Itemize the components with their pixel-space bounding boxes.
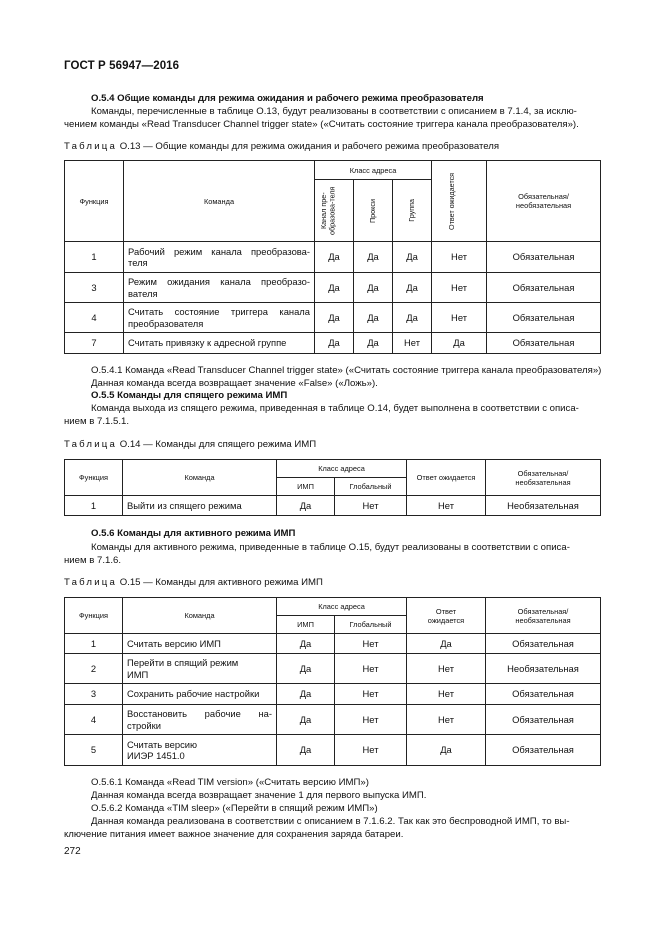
table-row bbox=[65, 634, 601, 654]
cell-mandatory: Обязательная bbox=[487, 273, 601, 303]
table-o13 bbox=[64, 160, 601, 354]
paragraph: Команда выхода из спящего режима, приведенная в таблице О.14, будет выполнена в соответствии с описа- bbox=[91, 403, 579, 414]
cell-proxy: Да bbox=[354, 303, 393, 333]
cell-response: Да bbox=[432, 333, 487, 354]
cell-imp: Да bbox=[277, 735, 335, 766]
header-response: Ответ ожидается bbox=[407, 460, 486, 496]
header-transducer-channel-text: Канал пре-образова-теля bbox=[319, 186, 337, 235]
cell-mandatory: Обязательная bbox=[486, 634, 601, 654]
cell-group: Да bbox=[393, 242, 432, 273]
header-mandatory: Обязательная/ необязательная bbox=[486, 460, 601, 496]
cell-group: Да bbox=[393, 303, 432, 333]
header-command: Команда bbox=[123, 460, 277, 496]
cell-transducer-channel: Да bbox=[315, 333, 354, 354]
table-row bbox=[65, 273, 601, 303]
cell-response: Нет bbox=[432, 242, 487, 273]
cell-function: 5 bbox=[65, 735, 123, 766]
paragraph: нием в 7.1.5.1. bbox=[64, 416, 130, 427]
header-group-text: Группа bbox=[406, 199, 416, 222]
table-caption-o15 bbox=[64, 577, 323, 588]
table-caption-text: О.13 — Общие команды для режима ожидания и рабочего режима преобразователя bbox=[119, 141, 500, 152]
cell-imp: Да bbox=[277, 705, 335, 735]
cell-command: Рабочий режим канала преобразова-теля bbox=[124, 242, 315, 273]
cell-proxy: Да bbox=[354, 273, 393, 303]
cell-proxy: Да bbox=[354, 333, 393, 354]
cell-mandatory: Обязательная bbox=[487, 242, 601, 273]
cell-command: Считать привязку к адресной группе bbox=[124, 333, 315, 354]
cell-function: 1 bbox=[65, 242, 124, 273]
table-row bbox=[65, 303, 601, 333]
table-row bbox=[65, 242, 601, 273]
header-response: Ответ ожидается bbox=[407, 598, 486, 634]
cell-imp: Да bbox=[277, 496, 335, 516]
header-address-class: Класс адреса bbox=[277, 598, 407, 616]
header-function: Функция bbox=[65, 598, 123, 634]
cell-response: Нет bbox=[407, 684, 486, 705]
table-caption-label: Таблица bbox=[64, 577, 118, 588]
cell-command: Выйти из спящего режима bbox=[123, 496, 277, 516]
cell-mandatory: Обязательная bbox=[486, 684, 601, 705]
header-mandatory: Обязательная/ необязательная bbox=[486, 598, 601, 634]
cell-command: Режим ожидания канала преобразо-вателя bbox=[124, 273, 315, 303]
header-command: Команда bbox=[124, 161, 315, 242]
table-caption-label: Таблица bbox=[64, 439, 118, 450]
cell-function: 3 bbox=[65, 273, 124, 303]
cell-imp: Да bbox=[277, 634, 335, 654]
page-number: 272 bbox=[64, 846, 81, 857]
cell-response: Да bbox=[407, 735, 486, 766]
header-function: Функция bbox=[65, 161, 124, 242]
cell-response: Нет bbox=[407, 654, 486, 684]
cell-proxy: Да bbox=[354, 242, 393, 273]
paragraph: нием в 7.1.6. bbox=[64, 555, 122, 566]
header-proxy-text: Прокси bbox=[367, 198, 377, 223]
cell-group: Нет bbox=[393, 333, 432, 354]
cell-function: 1 bbox=[65, 496, 123, 516]
paragraph: чением команды «Read Transducer Channel trigger state» («Считать состояние триггера канала преобразователя»). bbox=[64, 119, 579, 130]
table-o15 bbox=[64, 597, 601, 766]
paragraph: Команды для активного режима, приведенные в таблице О.15, будут реализованы в соответствии с описа- bbox=[91, 542, 570, 553]
cell-mandatory: Обязательная bbox=[487, 303, 601, 333]
cell-command: Сохранить рабочие настройки bbox=[123, 684, 277, 705]
table-caption-text: О.14 — Команды для спящего режима ИМП bbox=[119, 439, 317, 450]
table-row bbox=[65, 684, 601, 705]
cell-global: Нет bbox=[335, 654, 407, 684]
cell-command: Считать версию ИМП bbox=[123, 634, 277, 654]
cell-transducer-channel: Да bbox=[315, 242, 354, 273]
cell-response: Нет bbox=[407, 496, 486, 516]
header-group bbox=[393, 180, 432, 242]
cell-global: Нет bbox=[335, 735, 407, 766]
cell-mandatory: Обязательная bbox=[486, 735, 601, 766]
cell-response: Нет bbox=[407, 705, 486, 735]
cell-response: Да bbox=[407, 634, 486, 654]
cell-mandatory: Обязательная bbox=[486, 705, 601, 735]
table-row bbox=[65, 654, 601, 684]
header-global: Глобальный bbox=[335, 616, 407, 634]
paragraph: Данная команда всегда возвращает значение «False» («Ложь»). bbox=[91, 378, 378, 389]
paragraph: Данная команда реализована в соответствии с описанием в 7.1.6.2. Так как это беспроводной ИМП, то вы- bbox=[91, 816, 570, 827]
cell-global: Нет bbox=[335, 634, 407, 654]
cell-function: 4 bbox=[65, 705, 123, 735]
table-row bbox=[65, 705, 601, 735]
cell-command: Восстановить рабочие на-стройки bbox=[123, 705, 277, 735]
cell-imp: Да bbox=[277, 684, 335, 705]
cell-function: 3 bbox=[65, 684, 123, 705]
paragraph: ключение питания имеет важное значение для сохранения заряда батареи. bbox=[64, 829, 404, 840]
cell-mandatory: Необязательная bbox=[486, 654, 601, 684]
header-transducer-channel bbox=[315, 180, 354, 242]
header-address-class: Класс адреса bbox=[277, 460, 407, 478]
table-caption-text: О.15 — Команды для активного режима ИМП bbox=[119, 577, 323, 588]
paragraph: Команды, перечисленные в таблице О.13, будут реализованы в соответствии с описанием в 7.1.4, за исклю- bbox=[91, 106, 577, 117]
table-caption-label: Таблица bbox=[64, 141, 118, 152]
table-row bbox=[65, 333, 601, 354]
section-heading-o54: О.5.4 Общие команды для режима ожидания и рабочего режима преобразователя bbox=[91, 93, 484, 104]
paragraph: О.5.6.1 Команда «Read TIM version» («Считать версию ИМП») bbox=[91, 777, 369, 788]
header-command: Команда bbox=[123, 598, 277, 634]
cell-function: 1 bbox=[65, 634, 123, 654]
cell-response: Нет bbox=[432, 273, 487, 303]
cell-mandatory: Обязательная bbox=[487, 333, 601, 354]
cell-mandatory: Необязательная bbox=[486, 496, 601, 516]
header-response-text: Ответ ожидается bbox=[447, 172, 457, 230]
header-function: Функция bbox=[65, 460, 123, 496]
paragraph: О.5.4.1 Команда «Read Transducer Channel trigger state» («Считать состояние триггера канала преобразователя») bbox=[91, 365, 602, 376]
cell-function: 7 bbox=[65, 333, 124, 354]
cell-transducer-channel: Да bbox=[315, 303, 354, 333]
cell-group: Да bbox=[393, 273, 432, 303]
table-o14 bbox=[64, 459, 601, 516]
section-heading-o55: О.5.5 Команды для спящего режима ИМП bbox=[91, 390, 288, 401]
cell-transducer-channel: Да bbox=[315, 273, 354, 303]
table-caption-o13 bbox=[64, 141, 499, 152]
cell-command: Считать состояние триггера канала преобразователя bbox=[124, 303, 315, 333]
header-proxy bbox=[354, 180, 393, 242]
header-imp: ИМП bbox=[277, 478, 335, 496]
cell-function: 2 bbox=[65, 654, 123, 684]
cell-command: Перейти в спящий режим ИМП bbox=[123, 654, 277, 684]
cell-response: Нет bbox=[432, 303, 487, 333]
header-address-class: Класс адреса bbox=[315, 161, 432, 180]
header-imp: ИМП bbox=[277, 616, 335, 634]
paragraph: О.5.6.2 Команда «TIM sleep» («Перейти в спящий режим ИМП») bbox=[91, 803, 378, 814]
document-header: ГОСТ Р 56947—2016 bbox=[64, 60, 180, 72]
cell-command: Считать версию ИИЭР 1451.0 bbox=[123, 735, 277, 766]
table-row bbox=[65, 735, 601, 766]
paragraph: Данная команда всегда возвращает значение 1 для первого выпуска ИМП. bbox=[91, 790, 427, 801]
header-mandatory: Обязательная/ необязательная bbox=[487, 161, 601, 242]
section-heading-o56: О.5.6 Команды для активного режима ИМП bbox=[91, 528, 296, 539]
cell-function: 4 bbox=[65, 303, 124, 333]
table-row bbox=[65, 496, 601, 516]
cell-global: Нет bbox=[335, 496, 407, 516]
table-caption-o14 bbox=[64, 439, 316, 450]
header-response bbox=[432, 161, 487, 242]
cell-global: Нет bbox=[335, 705, 407, 735]
cell-global: Нет bbox=[335, 684, 407, 705]
header-global: Глобальный bbox=[335, 478, 407, 496]
cell-imp: Да bbox=[277, 654, 335, 684]
